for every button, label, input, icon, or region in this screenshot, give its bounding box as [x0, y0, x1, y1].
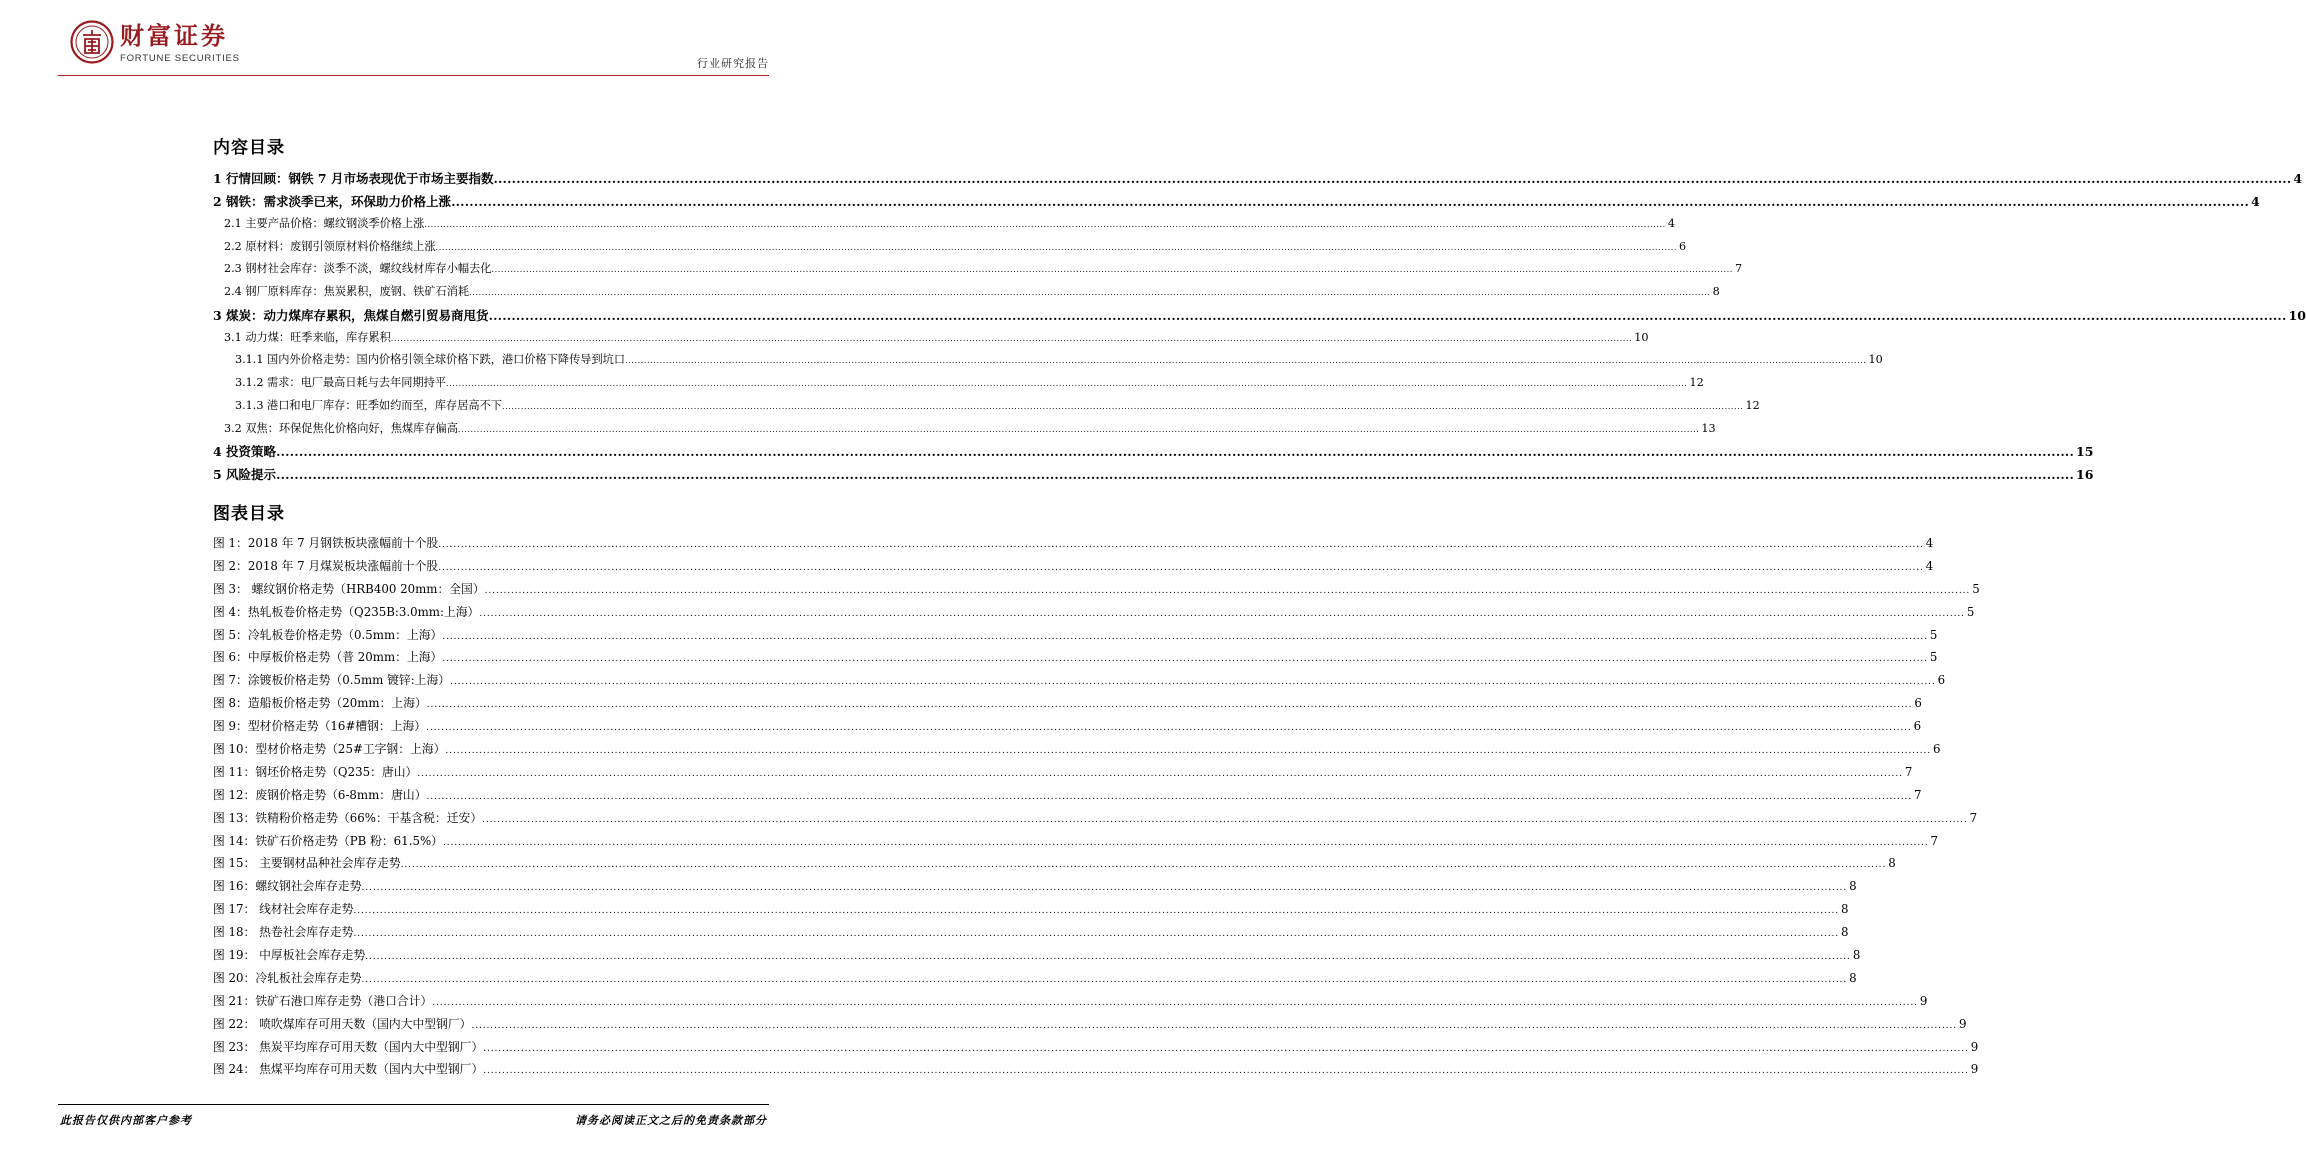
entry-page-number: 6	[1914, 696, 1922, 711]
figure-entry[interactable]	[213, 1058, 1979, 1081]
dot-leader	[426, 715, 1912, 740]
toc-entry-level-2[interactable]	[213, 327, 1649, 350]
entry-label: 图 16：螺纹钢社会库存走势	[213, 879, 362, 894]
dot-leader	[442, 624, 1928, 649]
figure-entry[interactable]	[213, 532, 1934, 555]
figure-entry[interactable]	[213, 715, 1922, 738]
dot-leader	[469, 281, 1710, 305]
page-header	[0, 0, 827, 80]
entry-label: 图 14：铁矿石价格走势（PB 粉：61.5%）	[213, 833, 443, 848]
entry-page-number: 7	[1969, 810, 1978, 825]
entry-page-number: 16	[2076, 467, 2094, 483]
toc-entry-level-3[interactable]	[213, 395, 1760, 418]
dot-leader	[365, 944, 1851, 969]
figure-entry[interactable]	[213, 692, 1922, 715]
entry-page-number: 12	[1745, 398, 1760, 412]
entry-label: 图 1：2018 年 7 月钢铁板块涨幅前十个股	[213, 536, 439, 550]
entry-page-number: 6	[1932, 742, 1941, 757]
entry-page-number: 13	[1701, 421, 1716, 435]
entry-label: 5 风险提示	[213, 467, 277, 483]
dot-leader	[482, 807, 1968, 832]
entry-page-number: 4	[1925, 536, 1934, 550]
entry-page-number: 7	[1734, 262, 1743, 276]
entry-page-number: 4	[1925, 558, 1934, 573]
entry-page-number: 10	[2288, 307, 2306, 323]
dot-leader	[483, 1036, 1969, 1061]
dot-leader	[502, 395, 1743, 419]
dot-leader	[438, 532, 1924, 557]
entry-label: 2.2 原材料：废钢引领原材料价格继续上涨	[224, 239, 436, 253]
dot-leader	[276, 463, 2074, 486]
entry-label: 2.1 主要产品价格：螺纹钢淡季价格上涨	[224, 217, 425, 230]
toc-entry-level-3[interactable]	[213, 349, 1883, 372]
entry-page-number: 6	[1913, 719, 1922, 734]
figure-entry[interactable]	[213, 738, 1941, 761]
dot-leader	[276, 440, 2074, 463]
toc-entry-level-2[interactable]	[213, 236, 1687, 259]
figure-entry[interactable]	[213, 646, 1938, 669]
dot-leader	[438, 555, 1924, 580]
entry-page-number: 8	[1852, 948, 1861, 963]
dot-leader	[362, 875, 1848, 900]
toc-entry-level-2[interactable]	[213, 258, 1743, 281]
entry-label: 3.1.1 国内外价格走势：国内价格引领全球价格下跌，港口价格下降传导到坑口	[235, 353, 626, 367]
entry-label: 图 17： 线材社会库存走势	[213, 902, 354, 917]
toc-entry-level-2[interactable]	[213, 418, 1716, 441]
figure-entry[interactable]	[213, 669, 1946, 692]
figures-title: 图表目录	[213, 504, 285, 524]
dot-leader	[485, 578, 1971, 603]
entry-page-number: 5	[1966, 604, 1975, 619]
entry-label: 图 18： 热卷社会库存走势	[213, 925, 354, 940]
footer-disclaimer-left: 此报告仅供内部客户参考	[60, 1114, 192, 1127]
entry-label: 图 2：2018 年 7 月煤炭板块涨幅前十个股	[213, 558, 439, 573]
entry-label: 3.1 动力煤：旺季来临，库存累积	[224, 330, 391, 344]
entry-page-number: 6	[1679, 239, 1687, 253]
dot-leader	[401, 852, 1887, 877]
dot-leader	[391, 327, 1632, 351]
dot-leader	[436, 236, 1677, 260]
dot-leader	[432, 990, 1918, 1015]
entry-page-number: 7	[1904, 764, 1913, 779]
entry-page-number: 9	[1970, 1062, 1979, 1077]
toc-entry-level-1[interactable]	[213, 463, 2094, 486]
figure-entry[interactable]	[213, 898, 1849, 921]
dot-leader	[479, 601, 1965, 626]
entry-label: 3.1.2 需求：电厂最高日耗与去年同期持平	[235, 376, 447, 390]
toc-entry-level-1[interactable]	[213, 304, 2306, 327]
entry-page-number: 8	[1849, 879, 1857, 894]
entry-label: 图 19： 中厚板社会库存走势	[213, 948, 366, 963]
entry-page-number: 4	[2251, 194, 2260, 209]
figure-entry[interactable]	[213, 1013, 1967, 1036]
entry-page-number: 8	[1849, 970, 1857, 985]
entry-page-number: 6	[1937, 673, 1946, 688]
entry-label: 图 11：钢坯价格走势（Q235：唐山）	[213, 764, 418, 779]
entry-page-number: 10	[1634, 330, 1649, 344]
dot-leader	[362, 967, 1848, 992]
entry-page-number: 9	[1919, 993, 1928, 1008]
toc-entry-level-1[interactable]	[213, 190, 2260, 213]
contents-list	[213, 167, 2306, 486]
figure-entry[interactable]	[213, 1036, 1979, 1059]
entry-page-number: 9	[1970, 1039, 1979, 1054]
toc-entry-level-1[interactable]	[213, 440, 2094, 463]
entry-page-number: 5	[1929, 627, 1938, 642]
entry-page-number: 4	[2293, 171, 2303, 186]
dot-leader	[442, 646, 1928, 671]
entry-label: 图 4：热轧板卷价格走势（Q235B:3.0mm:上海）	[213, 604, 480, 619]
entry-page-number: 5	[1929, 650, 1938, 665]
entry-label: 图 24： 焦煤平均库存可用天数（国内大中型钢厂）	[213, 1062, 484, 1077]
toc-entry-level-1[interactable]	[213, 167, 2303, 190]
entry-label: 图 13：铁精粉价格走势（66%：干基含税：迁安）	[213, 810, 483, 825]
entry-label: 图 3： 螺纹钢价格走势（HRB400 20mm：全国）	[213, 581, 485, 596]
figure-entry[interactable]	[213, 875, 1857, 898]
dot-leader	[450, 669, 1936, 694]
entry-label: 图 9：型材价格走势（16#槽钢：上海）	[213, 719, 427, 734]
entry-page-number: 10	[1868, 353, 1883, 367]
header-divider	[58, 75, 769, 76]
entry-label: 图 5：冷轧板卷价格走势（0.5mm：上海）	[213, 627, 443, 642]
brand-name-cn: 财富证券	[120, 22, 228, 50]
figure-entry[interactable]	[213, 784, 1922, 807]
figure-entry[interactable]	[213, 761, 1913, 784]
dot-leader	[458, 418, 1699, 442]
figure-entry[interactable]	[213, 852, 1896, 875]
entry-label: 4 投资策略	[213, 444, 277, 460]
dot-leader	[424, 213, 1665, 237]
entry-label: 2.3 钢材社会库存：淡季不淡，螺纹线材库存小幅去化	[224, 262, 492, 276]
toc-entry-level-3[interactable]	[213, 372, 1704, 395]
entry-label: 图 22： 喷吹煤库存可用天数（国内大中型钢厂）	[213, 1016, 472, 1031]
dot-leader	[451, 190, 2249, 213]
dot-leader	[417, 761, 1903, 786]
entry-label: 2.4 钢厂原料库存：焦炭累积，废钢、铁矿石消耗	[224, 285, 470, 299]
dot-leader	[625, 349, 1866, 373]
company-logo	[70, 20, 242, 70]
report-type-label: 行业研究报告	[697, 57, 769, 70]
figure-entry[interactable]	[213, 830, 1939, 853]
dot-leader	[491, 258, 1732, 282]
entry-page-number: 8	[1841, 925, 1849, 940]
dot-leader	[443, 830, 1929, 855]
dot-leader	[446, 372, 1687, 396]
contents-title: 内容目录	[213, 138, 285, 158]
figure-entry[interactable]	[213, 990, 1928, 1013]
entry-label: 图 10：型材价格走势（25#工字钢：上海）	[213, 742, 446, 757]
dot-leader	[493, 167, 2291, 190]
brand-name-en: FORTUNE SECURITIES	[120, 53, 240, 64]
footer-divider	[58, 1104, 769, 1105]
dot-leader	[471, 1013, 1957, 1038]
dot-leader	[427, 692, 1913, 717]
entry-page-number: 5	[1972, 581, 1980, 596]
dot-leader	[427, 784, 1913, 809]
dot-leader	[489, 304, 2287, 327]
entry-page-number: 15	[2076, 444, 2094, 460]
dot-leader	[353, 898, 1839, 923]
entry-label: 图 6：中厚板价格走势（普 20mm：上海）	[213, 650, 443, 665]
figure-entry[interactable]	[213, 921, 1849, 944]
figures-list	[213, 532, 1980, 1081]
entry-label: 2 钢铁：需求淡季已来，环保助力价格上涨	[213, 194, 452, 209]
footer-disclaimer-right: 请务必阅读正文之后的免责条款部分	[575, 1114, 767, 1127]
dot-leader	[353, 921, 1839, 946]
entry-label: 图 7：涂镀板价格走势（0.5mm 镀锌:上海）	[213, 673, 451, 688]
entry-label: 图 23： 焦炭平均库存可用天数（国内大中型钢厂）	[213, 1039, 484, 1054]
figure-entry[interactable]	[213, 807, 1978, 830]
entry-label: 图 20：冷轧板社会库存走势	[213, 970, 362, 985]
entry-label: 图 12：废钢价格走势（6-8mm：唐山）	[213, 787, 427, 802]
figure-entry[interactable]	[213, 944, 1861, 967]
entry-label: 1 行情回顾：钢铁 7 月市场表现优于市场主要指数	[213, 171, 494, 186]
toc-entry-level-2[interactable]	[213, 213, 1675, 236]
entry-label: 图 8：造船板价格走势（20mm：上海）	[213, 696, 427, 711]
figure-entry[interactable]	[213, 624, 1938, 647]
entry-label: 图 21：铁矿石港口库存走势（港口合计）	[213, 993, 433, 1008]
entry-page-number: 9	[1958, 1016, 1967, 1031]
entry-label: 3.1.3 港口和电厂库存：旺季如约而至，库存居高不下	[235, 398, 502, 412]
entry-page-number: 12	[1689, 376, 1704, 390]
entry-label: 3 煤炭：动力煤库存累积，焦煤自燃引贸易商甩货	[213, 307, 489, 323]
entry-page-number: 8	[1888, 856, 1896, 871]
entry-page-number: 4	[1667, 217, 1675, 230]
figure-entry[interactable]	[213, 578, 1980, 601]
entry-page-number: 8	[1841, 902, 1849, 917]
figure-entry[interactable]	[213, 967, 1857, 990]
seal-icon	[70, 20, 114, 64]
entry-label: 图 15： 主要钢材品种社会库存走势	[213, 856, 401, 871]
toc-entry-level-2[interactable]	[213, 281, 1720, 304]
entry-label: 3.2 双焦：环保促焦化价格向好，焦煤库存偏高	[224, 421, 458, 435]
figure-entry[interactable]	[213, 555, 1934, 578]
dot-leader	[483, 1058, 1969, 1083]
entry-page-number: 7	[1930, 833, 1939, 848]
figure-entry[interactable]	[213, 601, 1975, 624]
entry-page-number: 7	[1914, 787, 1922, 802]
dot-leader	[445, 738, 1931, 763]
entry-page-number: 8	[1712, 285, 1720, 299]
